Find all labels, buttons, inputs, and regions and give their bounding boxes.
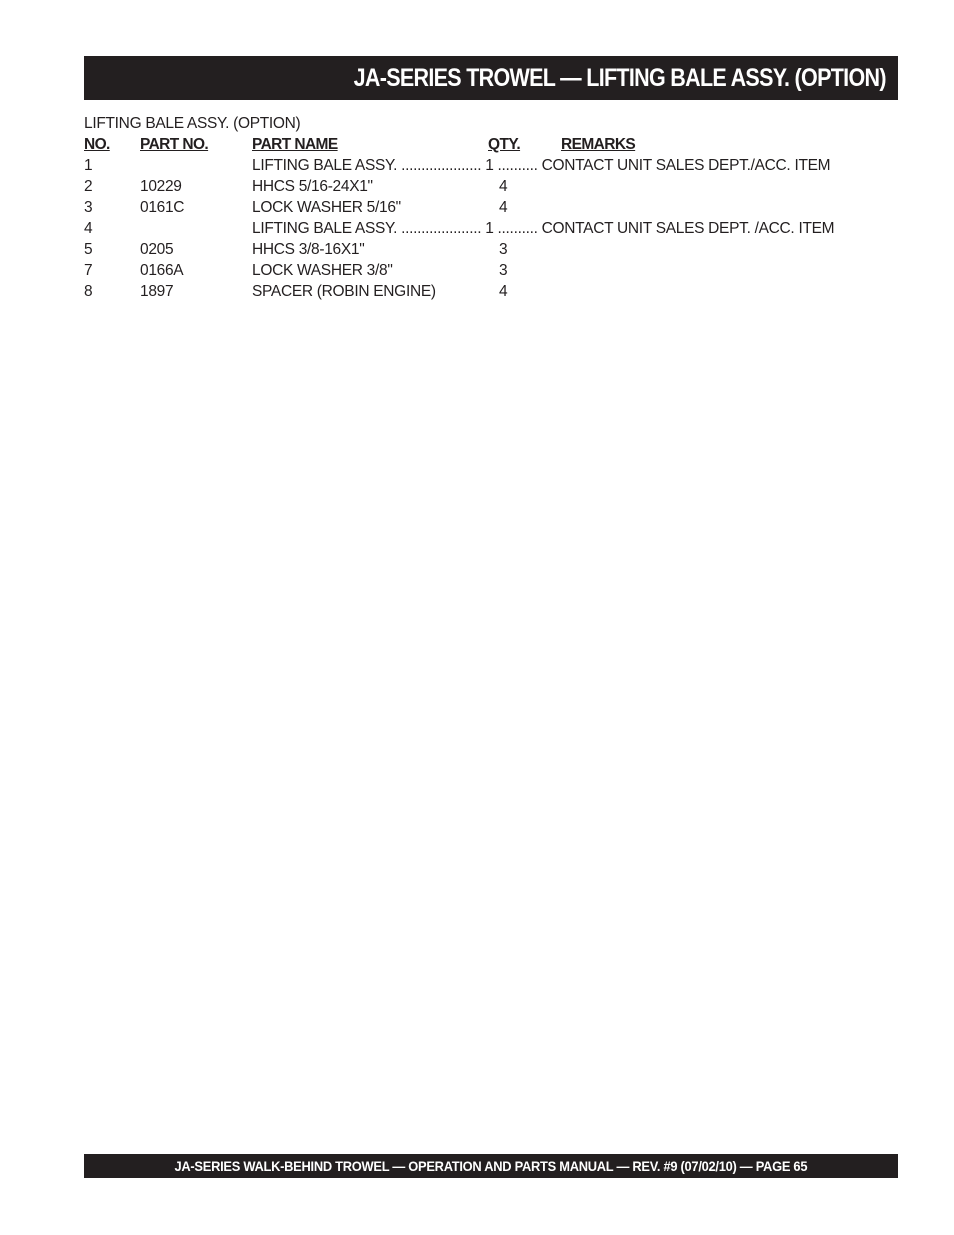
cell-no: 5 bbox=[84, 241, 93, 258]
column-header-part-no: PART NO. bbox=[140, 136, 209, 153]
cell-no: 1 bbox=[84, 157, 93, 174]
cell-part-no: 10229 bbox=[140, 178, 182, 195]
table-row bbox=[84, 178, 884, 199]
cell-part-name: LIFTING BALE ASSY. .................... 1 .......... CONTACT UNIT SALES DEPT./ACC. ITEM bbox=[252, 157, 831, 174]
column-header-part-name: PART NAME bbox=[252, 136, 338, 153]
column-header-no: NO. bbox=[84, 136, 110, 153]
cell-part-name: HHCS 5/16-24X1" bbox=[252, 178, 373, 195]
cell-no: 2 bbox=[84, 178, 93, 195]
cell-qty: 4 bbox=[499, 199, 508, 216]
column-header-qty: QTY. bbox=[488, 136, 521, 153]
cell-part-name: HHCS 3/8-16X1" bbox=[252, 241, 365, 258]
cell-no: 4 bbox=[84, 220, 93, 237]
cell-part-name: LOCK WASHER 5/16" bbox=[252, 199, 401, 216]
footer-text: JA-SERIES WALK-BEHIND TROWEL — OPERATION AND PARTS MANUAL — REV. #9 (07/02/10) — PAGE 65 bbox=[174, 1158, 808, 1174]
cell-part-no: 0166A bbox=[140, 262, 184, 279]
column-header-remarks: REMARKS bbox=[561, 136, 636, 153]
table-header-row bbox=[84, 136, 884, 157]
cell-part-no: 0205 bbox=[140, 241, 174, 258]
cell-no: 7 bbox=[84, 262, 93, 279]
cell-part-no: 1897 bbox=[140, 283, 174, 300]
cell-part-name: SPACER (ROBIN ENGINE) bbox=[252, 283, 436, 300]
cell-qty: 4 bbox=[499, 178, 508, 195]
cell-qty: 3 bbox=[499, 262, 508, 279]
cell-part-no: 0161C bbox=[140, 199, 185, 216]
cell-no: 8 bbox=[84, 283, 93, 300]
table-row bbox=[84, 283, 884, 304]
table-row bbox=[84, 199, 884, 220]
table-row bbox=[84, 220, 884, 241]
cell-qty: 4 bbox=[499, 283, 508, 300]
table-row bbox=[84, 241, 884, 262]
cell-no: 3 bbox=[84, 199, 93, 216]
page-title: JA-SERIES TROWEL — LIFTING BALE ASSY. (OPTION) bbox=[353, 63, 886, 92]
section-caption: LIFTING BALE ASSY. (OPTION) bbox=[84, 115, 301, 132]
parts-list-table bbox=[84, 136, 884, 304]
page-header-bar bbox=[84, 56, 898, 100]
cell-part-name: LIFTING BALE ASSY. .................... 1 .......... CONTACT UNIT SALES DEPT. /ACC. ITEM bbox=[252, 220, 835, 237]
table-row bbox=[84, 157, 884, 178]
cell-qty: 3 bbox=[499, 241, 508, 258]
table-row bbox=[84, 262, 884, 283]
cell-part-name: LOCK WASHER 3/8" bbox=[252, 262, 393, 279]
page-footer-bar bbox=[84, 1154, 898, 1178]
